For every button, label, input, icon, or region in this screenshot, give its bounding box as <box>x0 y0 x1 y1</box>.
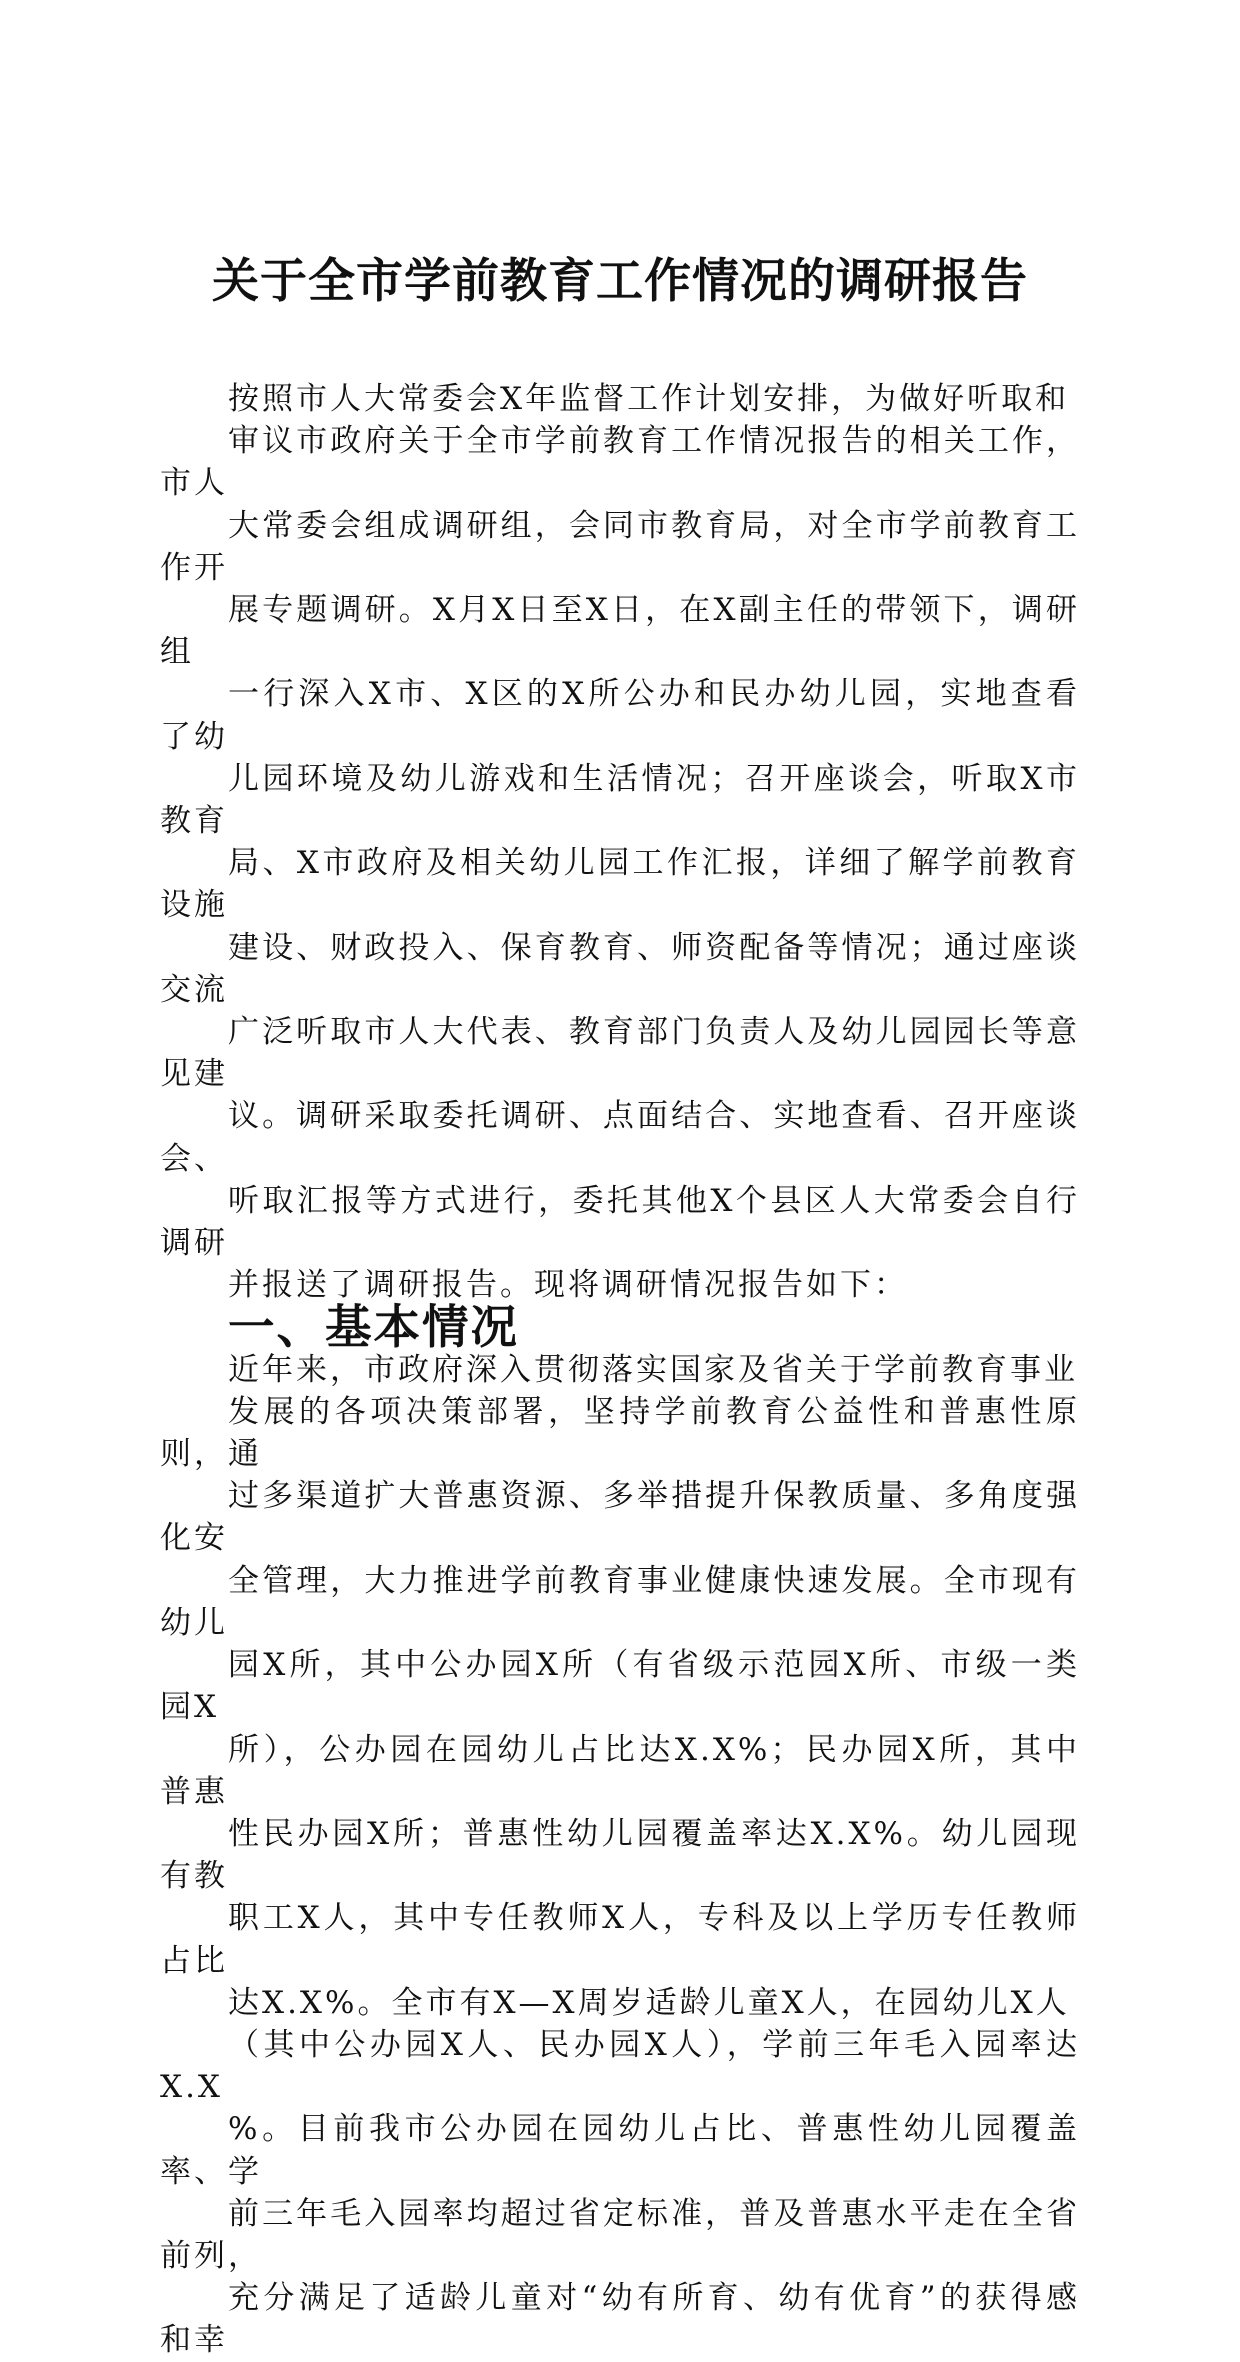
text-line: 大常委会组成调研组，会同市教育局，对全市学前教育工作开 <box>160 507 1080 586</box>
text-line: 局、X市政府及相关幼儿园工作汇报，详细了解学前教育设施 <box>160 845 1080 924</box>
text-line: 达X.X%。全市有X—X周岁适龄儿童X人，在园幼儿X人 <box>228 1984 1070 2021</box>
text-line: 展专题调研。X月X日至X日，在X副主任的带领下，调研组 <box>160 592 1080 671</box>
text-line: 性民办园X所；普惠性幼儿园覆盖率达X.X%。幼儿园现有教 <box>160 1815 1080 1895</box>
document-body <box>160 378 1080 2362</box>
intro-paragraph <box>160 378 1080 1306</box>
text-line: 议。调研采取委托调研、点面结合、实地查看、召开座谈会、 <box>160 1098 1080 1177</box>
basic-situation-paragraph <box>160 1349 1080 2362</box>
text-line: 并报送了调研报告。现将调研情况报告如下： <box>228 1267 908 1304</box>
text-line: 所），公办园在园幼儿占比达X.X%；民办园X所，其中普惠 <box>160 1731 1080 1810</box>
text-line: 按照市人大常委会X年监督工作计划安排，为做好听取和 <box>228 381 1070 417</box>
text-line: 儿园环境及幼儿游戏和生活情况；召开座谈会，听取X市教育 <box>160 760 1080 840</box>
text-line: %。目前我市公办园在园幼儿占比、普惠性幼儿园覆盖率、学 <box>160 2111 1080 2190</box>
text-line: 近年来，市政府深入贯彻落实国家及省关于学前教育事业 <box>228 1351 1078 1388</box>
text-line: 全管理，大力推进学前教育事业健康快速发展。全市现有幼儿 <box>160 1562 1080 1641</box>
text-line: 听取汇报等方式进行，委托其他X个县区人大常委会自行调研 <box>160 1182 1080 1262</box>
text-line: 审议市政府关于全市学前教育工作情况报告的相关工作，市人 <box>160 423 1080 502</box>
text-line: 发展的各项决策部署，坚持学前教育公益性和普惠性原则，通 <box>160 1393 1080 1473</box>
text-line: 广泛听取市人大代表、教育部门负责人及幼儿园园长等意见建 <box>160 1014 1080 1093</box>
text-line: 充分满足了适龄儿童对“幼有所育、幼有优育”的获得感和幸 <box>160 2280 1080 2359</box>
text-line: 前三年毛入园率均超过省定标准，普及普惠水平走在全省前列， <box>160 2195 1080 2274</box>
section-heading: 一、基本情况 <box>228 1300 519 1355</box>
text-line: （其中公办园X人、民办园X人），学前三年毛入园率达X.X <box>160 2026 1080 2106</box>
document-title: 关于全市学前教育工作情况的调研报告 <box>212 254 1028 309</box>
text-line: 职工X人，其中专任教师X人，专科及以上学历专任教师占比 <box>160 1900 1080 1979</box>
text-line: 园X所，其中公办园X所（有省级示范园X所、市级一类园X <box>160 1647 1080 1726</box>
text-line: 建设、财政投入、保育教育、师资配备等情况；通过座谈交流 <box>160 929 1080 1008</box>
text-line: 一行深入X市、X区的X所公办和民办幼儿园，实地查看了幼 <box>160 676 1080 755</box>
text-line: 过多渠道扩大普惠资源、多举措提升保教质量、多角度强化安 <box>160 1478 1080 1557</box>
